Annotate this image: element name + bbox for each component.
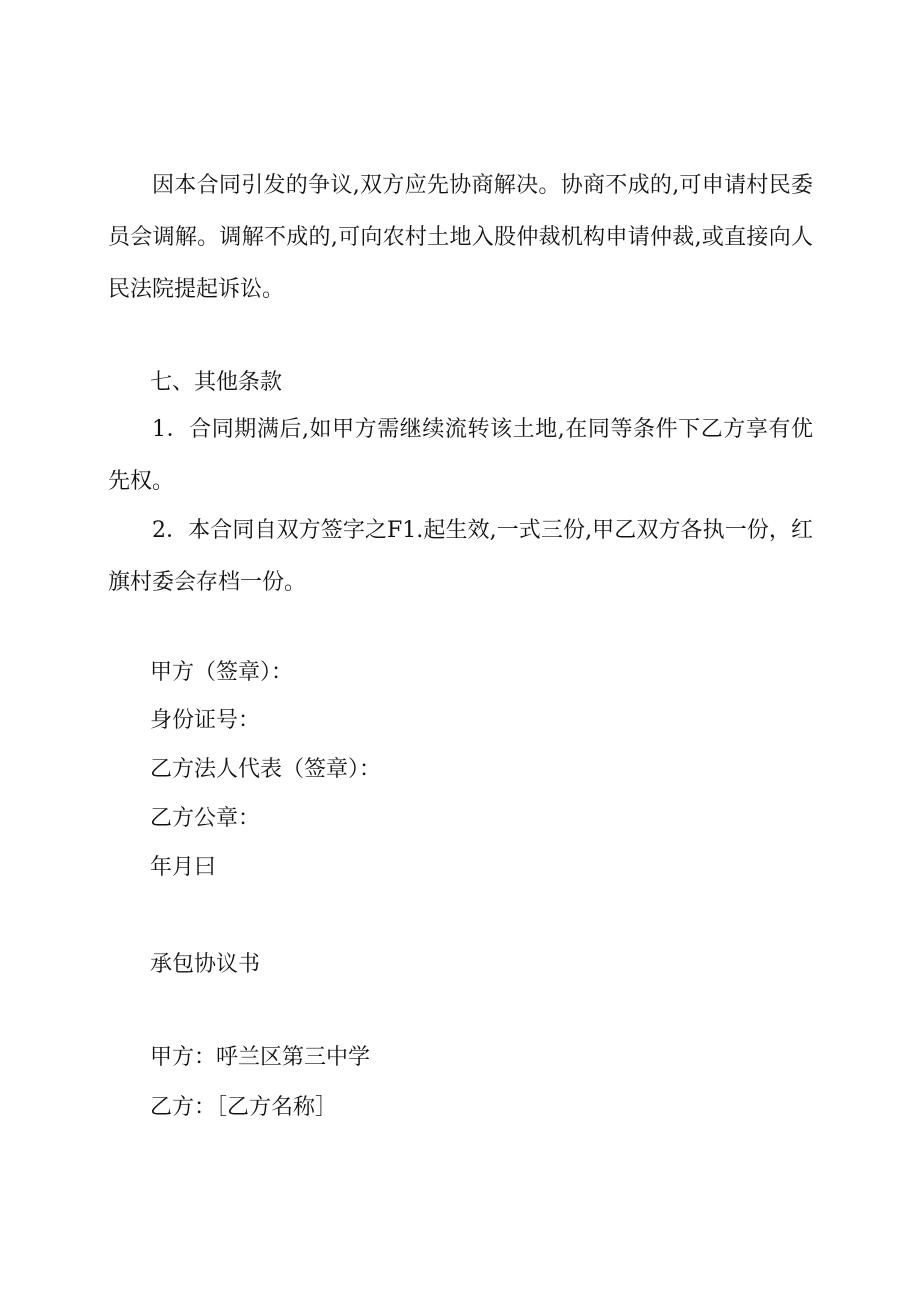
party-b-representative: 乙方法人代表（签章）： <box>150 757 382 782</box>
dispute-paragraph: 因本合同引发的争议,双方应先协商解决。协商不成的,可申请村民委员会调解。调解不成的,可向农村土地入股仲裁机构申请仲裁,或直接向人民法院提起诉讼。 <box>108 173 813 302</box>
party-b-seal: 乙方公章： <box>150 806 261 831</box>
party-a-signature: 甲方（签章）： <box>150 660 294 685</box>
date-line: 年月曰 <box>150 855 217 880</box>
party-b-name: 乙方：［乙方名称］ <box>150 1095 338 1120</box>
section-heading: 七、其他条款 <box>150 370 283 395</box>
id-number-field: 身份证号： <box>150 708 261 733</box>
clause-1: 1．合同期满后,如甲方需继续流转该土地,在同等条件下乙方享有优先权。 <box>108 417 813 494</box>
agreement-title: 承包协议书 <box>150 952 261 977</box>
party-a-name: 甲方：呼兰区第三中学 <box>150 1045 371 1070</box>
clause-2: 2．本合同自双方签字之F1.起生效,一式三份,甲乙双方各执一份，红旗村委会存档一份。 <box>108 518 813 595</box>
